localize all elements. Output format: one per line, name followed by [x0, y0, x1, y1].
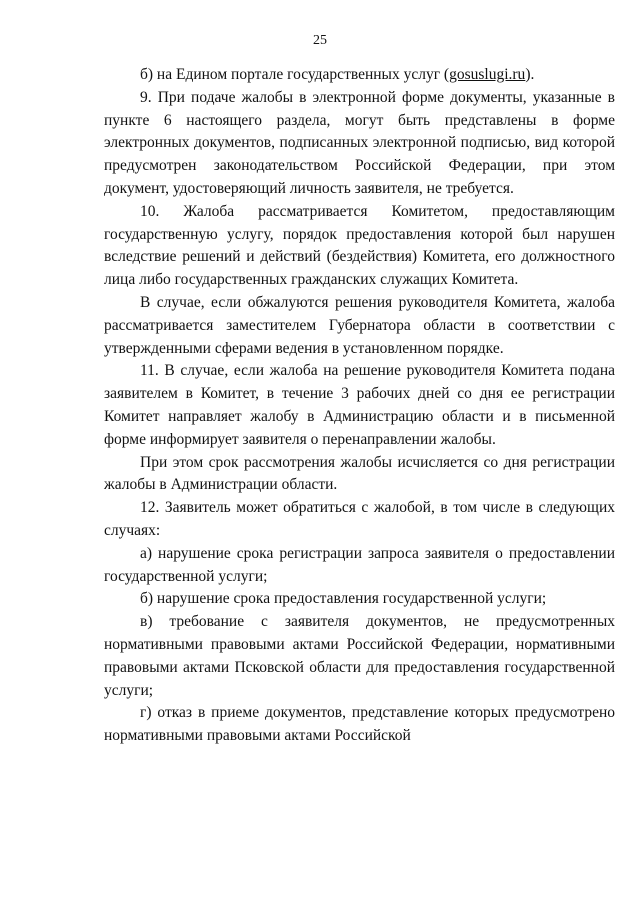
list-item-a: а) нарушение срока регистрации запроса заявителя о предоставлении государственной услуги;: [104, 544, 615, 585]
list-item-g: г) отказ в приеме документов, представление которых предусмотрено нормативными правовыми актами Российской: [104, 704, 615, 745]
paragraph-11: 11. В случае, если жалоба на решение руководителя Комитета подана заявителем в Комитет, в течение 3 рабочих дней со дня ее регистрации Комитет направляет жалобу в Администрацию области и в письменной форме информирует заявителя о перенаправлении жалобы.: [104, 362, 615, 448]
paragraph-12: 12. Заявитель может обратиться с жалобой, в том числе в следующих случаях:: [104, 499, 615, 539]
page-number: 25: [313, 33, 327, 48]
paragraph-9: 9. При подаче жалобы в электронной форме документы, указанные в пункте 6 настоящего раздела, могут быть представлены в форме электронных документов, подписанных электронной подписью, вид которой предусмотрен законодательством Российской Федерации, при этом документ, удостоверяющий личность заявителя, не требуется.: [104, 88, 615, 197]
paragraph-10: 10. Жалоба рассматривается Комитетом, предоставляющим государственную услугу, порядок предоставления которой был нарушен вследствие решений и действий (бездействия) Комитета, его должностного лица либо государственных гражданских служащих Комитета.: [104, 202, 615, 289]
paragraph-10-case: В случае, если обжалуются решения руководителя Комитета, жалоба рассматривается заместителем Губернатора области в соответствии с утвержденными сферами ведения в установленном порядке.: [104, 293, 615, 357]
list-item-b: б) нарушение срока предоставления государственной услуги;: [140, 590, 547, 608]
paragraph-text: б) на Едином портале государственных услуг (: [140, 66, 450, 83]
document-body: [104, 64, 615, 748]
paragraph-text: ).: [525, 66, 535, 83]
list-item-v: в) требование с заявителя документов, не предусмотренных нормативными правовыми актами Российской Федерации, нормативными правовыми актами Псковской области для предоставления государственной услуги;: [104, 613, 615, 699]
gosuslugi-link[interactable]: gosuslugi.ru: [449, 66, 526, 83]
paragraph-11-term: При этом срок рассмотрения жалобы исчисляется со дня регистрации жалобы в Администрации области.: [104, 453, 615, 494]
paragraph-portal: [104, 64, 615, 87]
